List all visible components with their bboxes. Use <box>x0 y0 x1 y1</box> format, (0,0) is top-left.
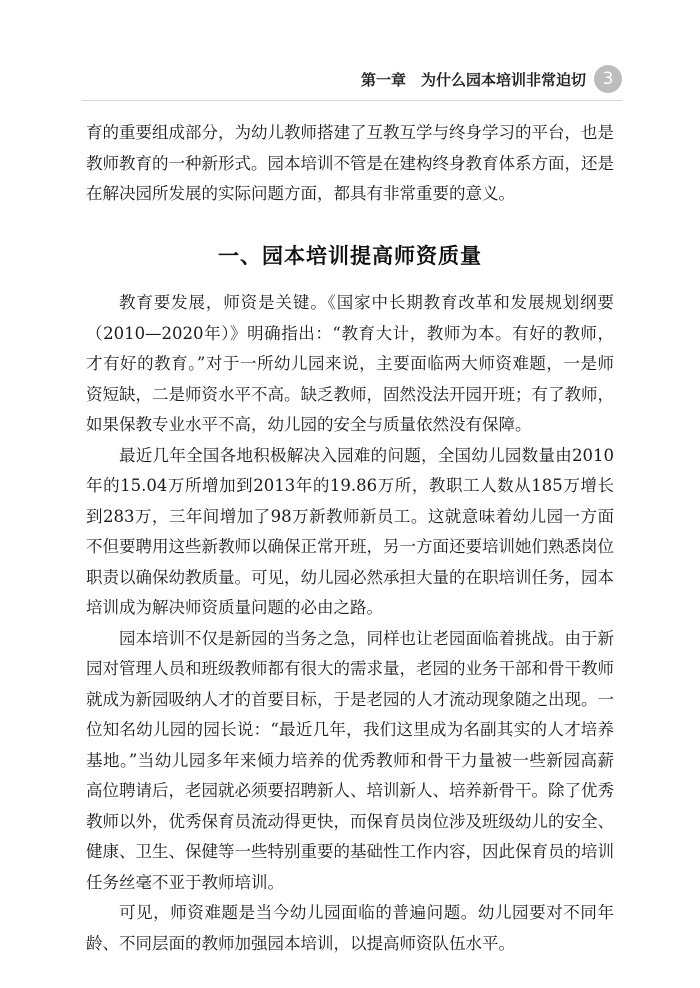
page-number-badge: 3 <box>594 65 622 93</box>
paragraph-1: 教育要发展，师资是关键。《国家中长期教育改革和发展规划纲要（2010—2020年）》明确指出：“教育大计，教师为本。有好的教师，才有好的教育。”对于一所幼儿园来说，主要面临两大师资难题，一是师资短缺，二是师资水平不高。缺乏教师，固然没法开园开班；有了教师，如果保教专业水平不高，幼儿园的安全与质量依然没有保障。 <box>86 293 614 434</box>
paragraph-2: 最近几年全国各地积极解决入园难的问题，全国幼儿园数量由2010年的15.04万所增加到2013年的19.86万所，教职工人数从185万增长到283万，三年间增加了98万新教师新员工。这就意味着幼儿园一方面不但要聘用这些新教师以确保正常开班，另一方面还要培训她们熟悉岗位职责以确保幼教质量。可见，幼儿园必然承担大量的在职培训任务，园本培训成为解决师资质量问题的必由之路。 <box>86 445 614 617</box>
paragraph-3: 园本培训不仅是新园的当务之急，同样也让老园面临着挑战。由于新园对管理人员和班级教师都有很大的需求量，老园的业务干部和骨干教师就成为新园吸纳人才的首要目标，于是老园的人才流动现象随之出现。一位知名幼儿园的园长说：“最近几年，我们这里成为名副其实的人才培养基地。”当幼儿园多年来倾力培养的优秀教师和骨干力量被一些新园高薪高位聘请后，老园就必须要招聘新人、培训新人、培养新骨干。除了优秀教师以外，优秀保育员流动得更快，而保育员岗位涉及班级幼儿的安全、健康、卫生、保健等一些特别重要的基础性工作内容，因此保育员的培训任务丝毫不亚于教师培训。 <box>86 628 614 892</box>
paragraph-4: 可见，师资难题是当今幼儿园面临的普遍问题。幼儿园要对不同年龄、不同层面的教师加强园本培训，以提高师资队伍水平。 <box>86 903 614 953</box>
header-divider <box>82 100 622 101</box>
section-heading: 一、园本培训提高师资质量 <box>218 244 482 268</box>
chapter-title: 第一章 为什么园本培训非常迫切 <box>360 70 586 89</box>
running-header <box>361 64 622 94</box>
section-body <box>86 288 614 959</box>
continuation-paragraph: 育的重要组成部分，为幼儿教师搭建了互教互学与终身学习的平台，也是教师教育的一种新形式。园本培训不管是在建构终身教育体系方面，还是在解决园所发展的实际问题方面，都具有非常重要的意义。 <box>86 123 614 203</box>
